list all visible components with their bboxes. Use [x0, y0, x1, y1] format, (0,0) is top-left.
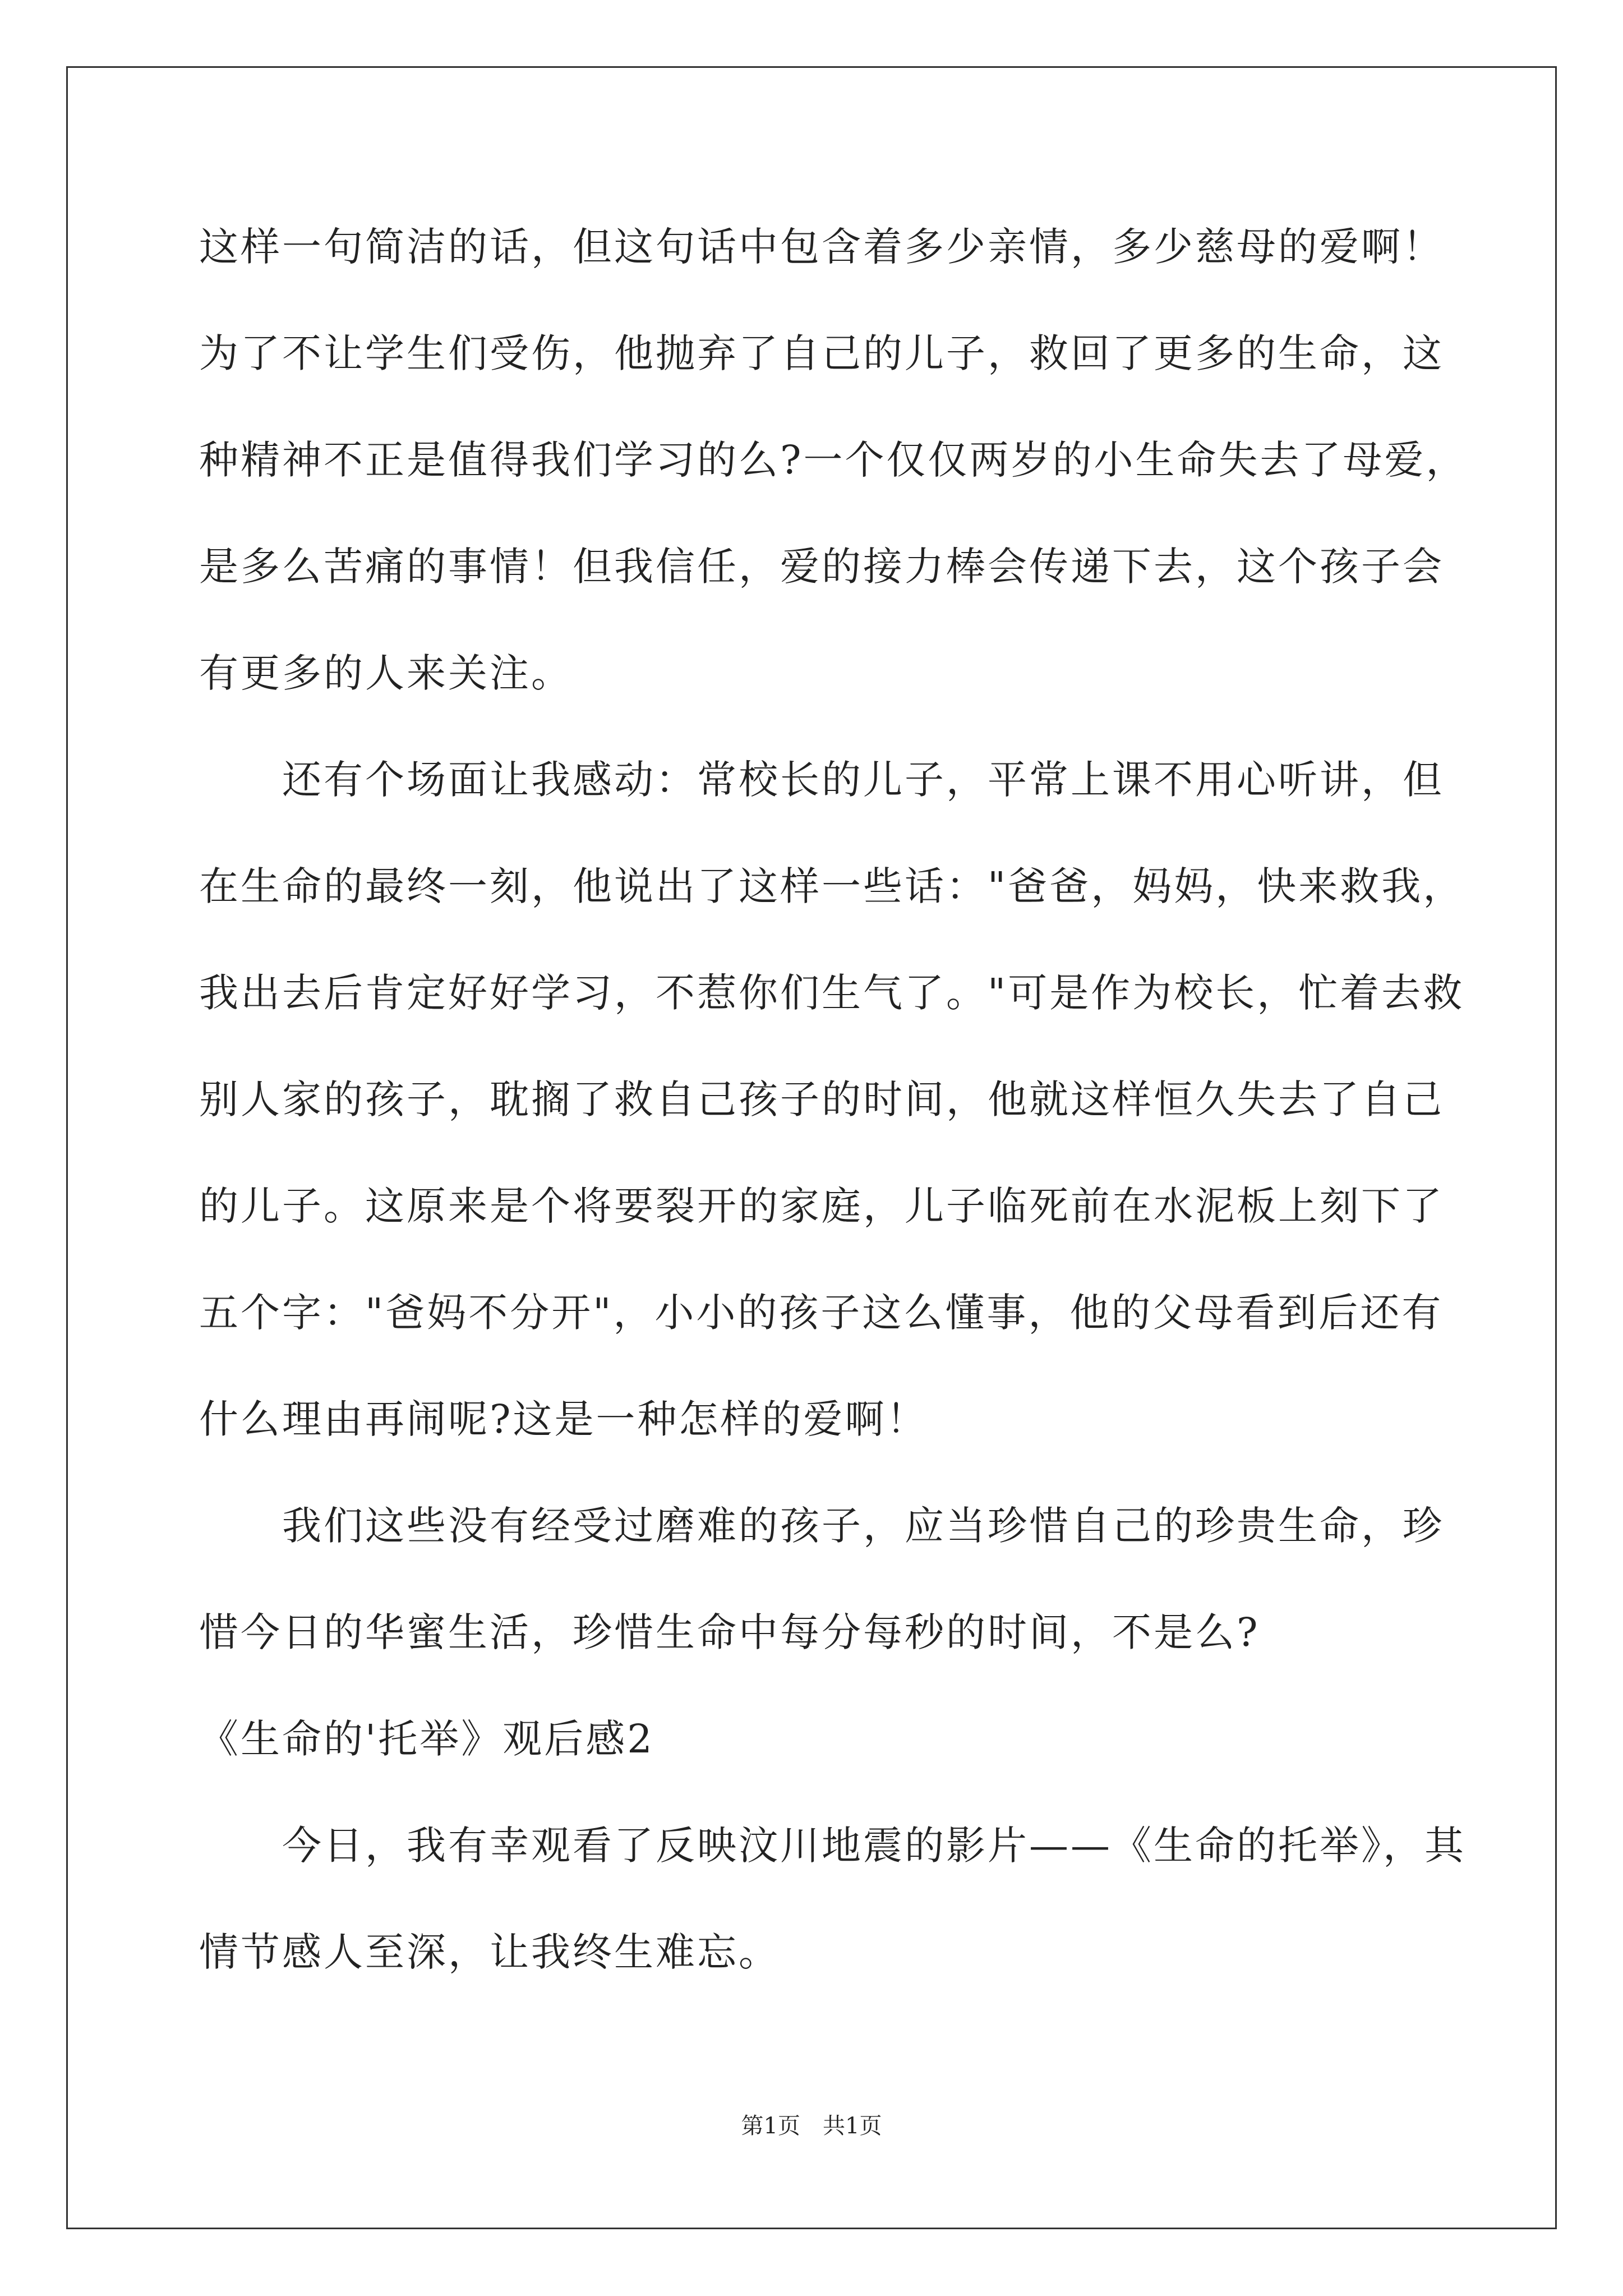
- text-line: 别人家的孩子，耽搁了救自己孩子的时间，他就这样恒久失去了自己: [199, 1076, 1444, 1122]
- text-line: 的儿子。这原来是个将要裂开的家庭，儿子临死前在水泥板上刻下了: [199, 1183, 1444, 1229]
- text-line: 五个字："爸妈不分开"，小小的孩子这么懂事，他的父母看到后还有: [199, 1290, 1444, 1336]
- text-line: 这样一句简洁的话，但这句话中包含着多少亲情，多少慈母的爱啊！: [199, 224, 1444, 270]
- text-line: 情节感人至深，让我终生难忘。: [199, 1929, 780, 1975]
- text-line: 是多么苦痛的事情！但我信任，爱的接力棒会传递下去，这个孩子会: [199, 544, 1444, 590]
- page-footer: 第1页 共1页: [741, 2113, 882, 2139]
- section-heading: 《生命的'托举》观后感2: [199, 1716, 654, 1762]
- text-line: 什么理由再闹呢?这是一种怎样的爱啊！: [199, 1396, 928, 1442]
- text-line: 种精神不正是值得我们学习的么?一个仅仅两岁的小生命失去了母爱，: [199, 437, 1468, 483]
- text-line: 今日，我有幸观看了反映汶川地震的影片——《生命的托举》，其: [282, 1823, 1466, 1869]
- text-line: 有更多的人来关注。: [199, 650, 573, 696]
- text-line: 我出去后肯定好好学习，不惹你们生气了。"可是作为校长，忙着去救: [199, 970, 1465, 1016]
- text-line: 还有个场面让我感动：常校长的儿子，平常上课不用心听讲，但: [282, 757, 1444, 803]
- text-line: 惜今日的华蜜生活，珍惜生命中每分每秒的时间，不是么?: [199, 1609, 1260, 1655]
- text-line: 我们这些没有经受过磨难的孩子，应当珍惜自己的珍贵生命，珍: [282, 1503, 1444, 1549]
- text-line: 为了不让学生们受伤，他抛弃了自己的儿子，救回了更多的生命，这: [199, 330, 1444, 376]
- text-line: 在生命的最终一刻，他说出了这样一些话："爸爸，妈妈，快来救我，: [199, 863, 1465, 909]
- page-frame: [66, 66, 1557, 2229]
